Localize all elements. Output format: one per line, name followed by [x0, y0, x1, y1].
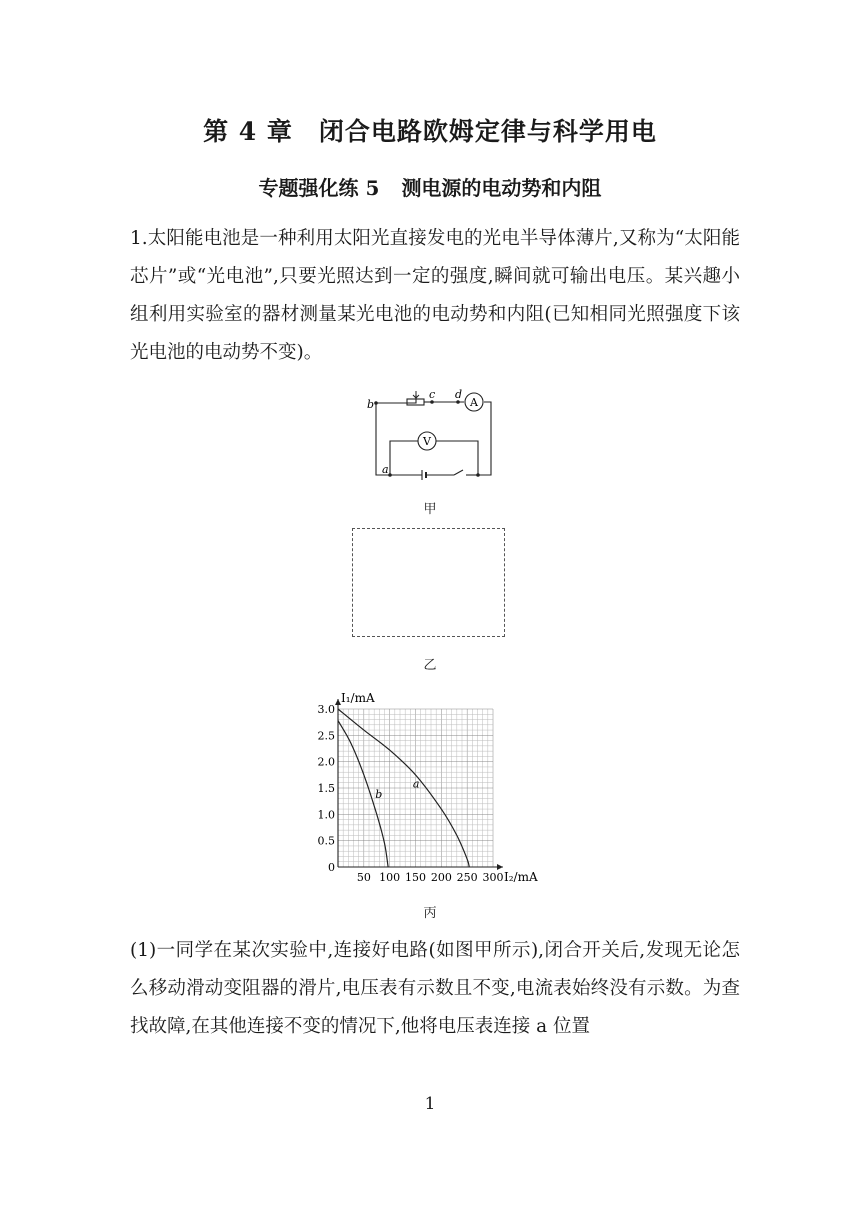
- y-tick-label: 1.5: [317, 782, 335, 795]
- y-tick-label: 2.0: [317, 755, 335, 769]
- y-axis-label: I₁/mA: [341, 691, 375, 705]
- y-tick-label: 0.5: [317, 834, 335, 848]
- figure-bing-caption: 丙: [423, 906, 437, 921]
- x-tick-label: 200: [430, 871, 452, 884]
- section-number: 专题强化练 5: [258, 176, 380, 200]
- problem-1-part-1: (1)一同学在某次实验中,连接好电路(如图甲所示),闭合开关后,发现无论怎么移动滑动变阻器的滑片,电压表有示数且不变,电流表始终没有示数。为查找故障,在其他连接不变的情况下,他将电压表连接 a 位置: [130, 940, 740, 1037]
- series-label-a: a: [412, 777, 420, 791]
- node-label-c: c: [429, 388, 436, 401]
- series-label-b: b: [375, 787, 383, 801]
- x-tick-label: 250: [456, 871, 478, 884]
- x-tick-label: 300: [482, 871, 504, 884]
- node-label-a: a: [382, 463, 389, 476]
- i1-i2-chart: [305, 688, 555, 888]
- figure-jia-caption: 甲: [423, 502, 437, 517]
- node-label-d: d: [455, 388, 463, 401]
- y-tick-label: 0: [328, 861, 335, 874]
- circuit-diagram: [360, 385, 500, 490]
- x-axis-label: I₂/mA: [504, 870, 538, 884]
- node-label-b: b: [367, 398, 375, 411]
- section-name: 测电源的电动势和内阻: [401, 176, 602, 200]
- chapter-name: 闭合电路欧姆定律与科学用电: [318, 117, 657, 146]
- figure-yi-box: [352, 528, 505, 637]
- chapter-number: 第 4 章: [203, 117, 293, 146]
- page-number: 1: [424, 1094, 436, 1114]
- figure-yi-caption: 乙: [423, 658, 437, 673]
- y-tick-label: 3.0: [317, 703, 335, 716]
- x-tick-label: 150: [405, 871, 426, 884]
- x-tick-label: 100: [379, 871, 401, 884]
- x-tick-label: 50: [356, 871, 371, 884]
- ammeter-label: A: [470, 396, 478, 409]
- y-tick-label: 2.5: [317, 729, 335, 743]
- chapter-title: [0, 112, 860, 148]
- y-tick-label: 1.0: [317, 808, 335, 822]
- section-title: [0, 172, 860, 201]
- voltmeter-label: V: [423, 435, 431, 448]
- problem-1-intro: 1.太阳能电池是一种利用太阳光直接发电的光电半导体薄片,又称为“太阳能芯片”或“光电池”,只要光照达到一定的强度,瞬间就可输出电压。某兴趣小组利用实验室的器材测量某光电池的电动势和内阻(已知相同光照强度下该光电池的电动势不变)。: [130, 228, 740, 363]
